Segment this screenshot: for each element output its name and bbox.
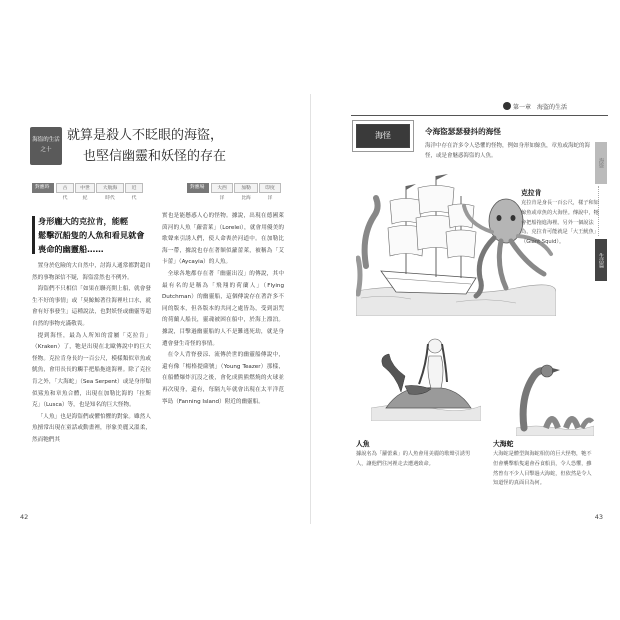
section-box: 海怪 <box>356 124 410 148</box>
header-rule <box>351 115 608 116</box>
skull-icon <box>503 102 511 110</box>
body-text: 置身於危險的大自然中，討海人通常都對超自然的事物深信不疑，海盜當然也不例外。 海盜們不只相信「如果在聯亮開上船，就會發生不好的事情」或「臭鯨鯨著往海裡吐口水，就會有好事發生」這種說法，也對妖怪或幽靈等超自然的事物充滿敬畏。 提到海怪，最為人所知的當屬「克拉肯」（Kraken）了，牠是出現在北歐傳說中的巨大怪物。克拉肯身長約一百公尺，模樣類似章魚或魷魚，會用長長的觸手把船拖進海裡。除了克拉肯之外，「大海蛇」（Sea Serpent）或是身形類似鯊魚和章魚合體，出現在加勒比海的「拉斯克」（Lusca）等，也是知名的巨大怪物。 「人魚」也是海盜們或懼怕懼的對象。雖然人魚擅常出現在童話或動畫裡，形象美麗又溫柔，然而牠們其 <box>32 263 151 443</box>
text-column-2: 實也是能懸惑人心的怪物。據說，出現在德國萊茵河的人魚「蘿蕾萊」（Lorelei），就會用優美的歌聲來引誘人們，使人命喪於河道中。在加勒比海一帶，據說也存在著額似蘿蕾萊，被稱為「艾卡蕾」（Aycayia）的人魚。 全球各地都存在著「幽靈出沒」的傳說，其中最有名的是稱為「飛翔的荷蘭人」（Flying Dutchman）的幽靈船，這個傳說存在著許多不同的版本，但各版本的共同之處皆為，受到詛咒的荷蘭人船長，靈魂被困在船中，於海上漂泊。據說，目擊過幽靈船的人不是難逃死劫，就是身遭會發生奇怪的事情。 在令人背脊發涼、流傳於世的幽靈船傳說中，還有像「楊格提薩號」（Young Teazer）那樣，在船體爆炸沉沒之後，會化成熊熊燃燒的火球並再次現身，還有，每隔九年就會出現在太平洋范寧島（Fanning Island）附近的幽靈船。 <box>162 213 284 405</box>
text-column-1 <box>32 214 151 447</box>
page-number: 43 <box>594 513 603 521</box>
left-page: 海盜的生活 之十 就算是殺人不眨眼的海盜， 也堅信幽靈和妖怪的存在 對應時代 古代 中世紀 大航海時代 近代 對應場域 大西洋 加勒比海 印度洋 身形龐大的克拉肯，能輕 鬆擊沉船隻的人魚和看見就會 喪命的幽靈船…… 置身於危險的大自然中，討海人通常都對超自然的事物深信不疑，海盜當然也不例外。 海盜們不只相信「如果在聯亮開上船，就會發生不好的事情」或「臭鯨鯨著往海裡吐口水，就會有好事發生」這種說法，也對妖怪或幽靈等超自然的事物充滿敬畏。 提到海怪，最為人所知的當屬「克拉肯」（Kraken）了，牠是出現在北歐傳說中的巨大怪物。克拉肯身長約一百公尺，模樣類似章魚或魷魚，會用長長的觸手把船拖進海裡。除了克拉肯之外，「大海蛇」（Sea Serpent）或是身形類似鯊魚和章魚合體，出現在加勒比海的「拉斯克」（Lusca）等，也是知名的巨大怪物。 「人魚」也是海盜們或懼怕懼的對象。雖然人魚擅常出現在童話或動畫裡，形象美麗又溫柔，然而牠們其 實也是能懸惑人心的怪物。據說，出現在德國萊茵河的人魚「蘿蕾萊」（Lorelei），就會用優美的歌聲來引誘人們，使人命喪於河道中。在加勒比海一帶，據說也存在著額似蘿蕾萊，被稱為「艾卡蕾」（Aycayia）的人魚。 全球各地都存在著「幽靈出沒」的傳說，其中最有名的是稱為「飛翔的荷蘭人」（Flying Dutchman）的幽靈船，這個傳說存在著許多不同的版本，但各版本的共同之處皆為，受到詛咒的荷蘭人船長，靈魂被困在船中，於海上漂泊。據說，目擊過幽靈船的人不是難逃死劫，就是身遭會發生奇怪的事情。 在令人背脊發涼、流傳於世的幽靈船傳說中，還有像「楊格提薩號」（Young Teazer）那樣，在船體爆炸沉沒之後，會化成熊熊燃燒的火球並再次現身，還有，每隔九年就會出現在太平洋范寧島（Fanning Island）附近的幽靈船。 42 <box>14 94 311 524</box>
page-title: 就算是殺人不眨眼的海盜， 也堅信幽靈和妖怪的存在 <box>67 128 227 164</box>
title-block <box>30 124 288 170</box>
chapter-header: 第一章 海盜的生活 <box>503 102 603 114</box>
section-heading: 令海盜瑟瑟發抖的海怪 <box>425 127 501 136</box>
page-number: 42 <box>20 513 29 521</box>
right-page <box>311 94 608 524</box>
section-description: 海洋中存在許多令人恐懼的怪物，例如身形如鯨魚，章魚或海蛇的海怪，或是會魅惑海盜的人魚。 <box>425 143 591 159</box>
book-spread <box>14 94 608 524</box>
sea-serpent-caption: 大海蛇 大海蛇是體型與海蛇相仿的巨大怪物，牠不但會襲擊船隻還會吞食船員，令人恐懼，雖然曾有不少人目擊過大海蛇，但依然是令人知道怪的真面目為何。 <box>493 440 592 487</box>
lead-text: 身形龐大的克拉肯，能輕 鬆擊沉船隻的人魚和看見就會 喪命的幽靈船…… <box>32 214 151 256</box>
side-tab-pirate: 海盜 <box>595 142 607 184</box>
mermaid-illustration <box>371 326 481 421</box>
chapter-tag: 海盜的生活 之十 <box>30 127 62 165</box>
mermaid-caption: 人魚 據說名為「蘿蕾萊」的人魚會用美麗的歌聲引誘男人，讓他們往河裡走去遭遇致命。 <box>356 440 471 467</box>
sea-serpent-illustration <box>516 356 594 436</box>
side-tab-life: 生活篇 <box>595 239 607 281</box>
kraken-caption: 克拉肯 克拉肯是身長一百公尺，樣子和如鯨魚或章魚的大海怪。傳說中，牠會把船拖進海裡。另外一個說法為，克拉肯可能就是「大王魷魚」（Giant Squid）。 <box>521 189 599 246</box>
